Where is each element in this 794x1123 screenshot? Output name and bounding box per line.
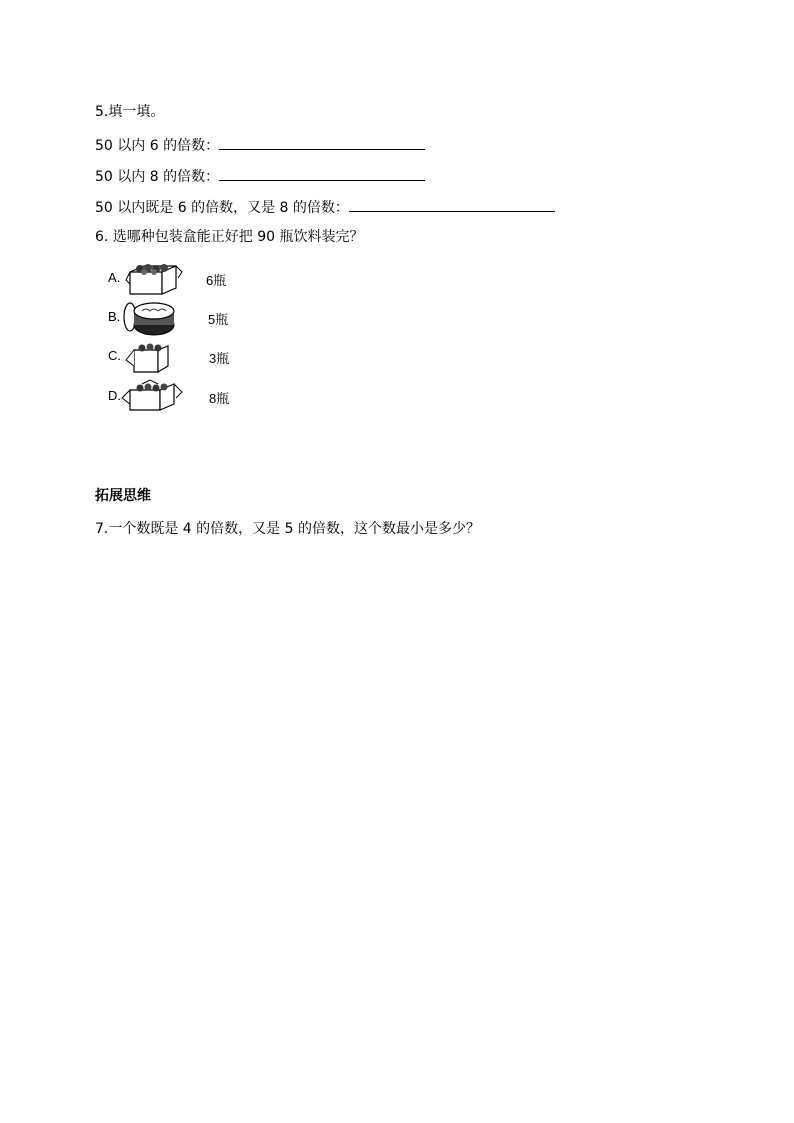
q5-item-1-label: 50 以内 6 的倍数： bbox=[95, 138, 220, 154]
open-box-icon bbox=[120, 378, 184, 414]
answer-blank-1[interactable] bbox=[219, 135, 425, 150]
extension-heading: 拓展思维 bbox=[95, 488, 151, 504]
option-a-label: A. bbox=[108, 270, 121, 285]
q5-item-1 bbox=[95, 135, 425, 155]
q5-item-3-label: 50 以内既是 6 的倍数，又是 8 的倍数： bbox=[95, 200, 349, 216]
q5-item-2-label: 50 以内 8 的倍数： bbox=[95, 169, 220, 185]
open-box-icon bbox=[124, 258, 184, 298]
round-box-icon bbox=[120, 297, 176, 339]
small-box-icon bbox=[122, 340, 172, 374]
option-d-label: D. bbox=[108, 388, 121, 403]
q7-text: 7.一个数既是 4 的倍数，又是 5 的倍数，这个数最小是多少？ bbox=[95, 521, 480, 537]
q5-item-3 bbox=[95, 197, 555, 217]
option-b-count: 5瓶 bbox=[208, 312, 229, 327]
q6-title: 6. 选哪种包装盒能正好把 90 瓶饮料装完？ bbox=[95, 229, 364, 245]
q5-title: 5.填一填。 bbox=[95, 104, 165, 120]
option-b-label: B. bbox=[108, 309, 121, 324]
option-c-count: 3瓶 bbox=[209, 351, 230, 366]
option-c-label: C. bbox=[108, 348, 121, 363]
answer-blank-3[interactable] bbox=[349, 197, 555, 212]
q5-item-2 bbox=[95, 166, 425, 186]
option-d-count: 8瓶 bbox=[209, 391, 230, 406]
option-a-count: 6瓶 bbox=[206, 273, 227, 288]
answer-blank-2[interactable] bbox=[219, 166, 425, 181]
